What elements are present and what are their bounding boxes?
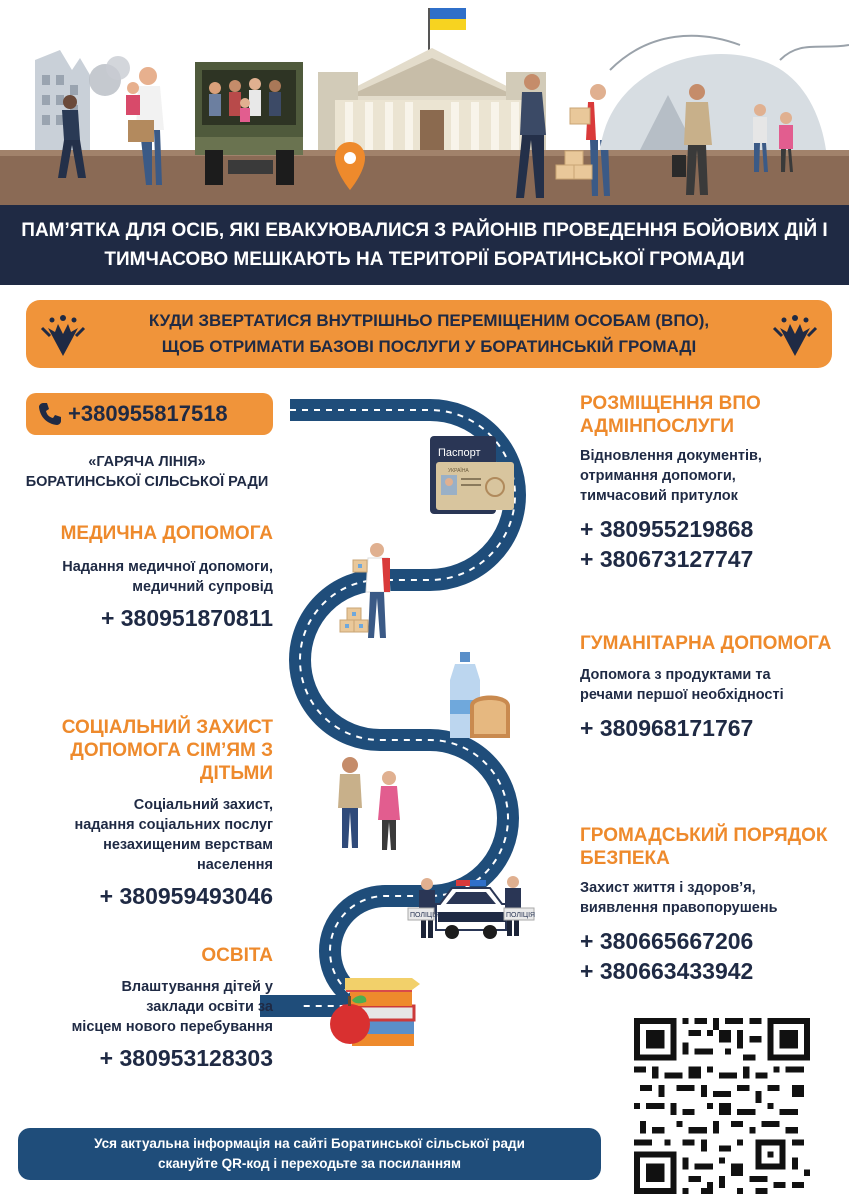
education-title: ОСВІТА xyxy=(201,945,273,966)
education-desc-1: Влаштування дітей у xyxy=(121,979,273,995)
accommodation-phone-1[interactable]: + 380955219868 xyxy=(580,516,754,542)
education-phone[interactable]: + 380953128303 xyxy=(99,1045,273,1071)
section-medical xyxy=(10,522,273,633)
evacuation-truck xyxy=(195,62,303,185)
police-sign-left: ПОЛІЦІЯ xyxy=(410,912,440,919)
accommodation-phone-2[interactable]: + 380673127747 xyxy=(580,546,754,572)
police-illustration xyxy=(408,876,535,939)
social-title-1: СОЦІАЛЬНИЙ ЗАХИСТ xyxy=(61,717,273,738)
footer-banner xyxy=(18,1128,601,1180)
banner-line-2: ЩОБ ОТРИМАТИ БАЗОВІ ПОСЛУГИ У БОРАТИНСЬКІЙ ГРОМАДІ xyxy=(161,337,697,356)
passport-country: УКРАЇНА xyxy=(448,468,469,474)
order-title-2: БЕЗПЕКА xyxy=(580,848,670,869)
hotline-label xyxy=(12,452,282,492)
social-title-2: ДОПОМОГА СІМ’ЯМ З ДІТЬМИ xyxy=(70,740,273,784)
title-line-2: ТИМЧАСОВО МЕШКАЮТЬ НА ТЕРИТОРІЇ БОРАТИНСЬКОЇ ГРОМАДИ xyxy=(104,249,745,270)
qr-code-icon[interactable] xyxy=(634,1018,810,1194)
medical-title: МЕДИЧНА ДОПОМОГА xyxy=(60,523,273,544)
family-illustration xyxy=(338,757,400,850)
social-desc-4: населення xyxy=(196,857,273,873)
police-sign-right: ПОЛІЦІЯ xyxy=(506,912,536,919)
subtitle-banner xyxy=(26,300,832,368)
social-phone[interactable]: + 380959493046 xyxy=(99,883,273,909)
hero-illustration xyxy=(0,0,849,205)
social-desc-2: надання соціальних послуг xyxy=(74,817,273,833)
humanitarian-phone[interactable]: + 380968171767 xyxy=(580,715,754,741)
humanitarian-desc-1: Допомога з продуктами та xyxy=(580,667,771,683)
order-phone-1[interactable]: + 380665667206 xyxy=(580,928,754,954)
passport-label: Паспорт xyxy=(438,447,481,459)
accommodation-title-2: АДМІНПОСЛУГИ xyxy=(580,416,735,437)
accommodation-desc-3: тимчасовий притулок xyxy=(580,488,738,504)
medical-phone[interactable]: + 380951870811 xyxy=(100,605,273,631)
hotline-label-line-1: «ГАРЯЧА ЛІНІЯ» xyxy=(88,454,206,470)
accommodation-desc-1: Відновлення документів, xyxy=(580,448,762,464)
hotline-label-line-2: БОРАТИНСЬКОЇ СІЛЬСЬКОЇ РАДИ xyxy=(25,474,269,490)
medical-desc-2: медичний супровід xyxy=(132,579,273,595)
section-public-order xyxy=(580,824,844,986)
humanitarian-desc-2: речами першої необхідності xyxy=(580,687,784,703)
hotline-pill[interactable] xyxy=(26,393,273,435)
order-phone-2[interactable]: + 380663433942 xyxy=(580,958,754,984)
section-humanitarian xyxy=(580,632,844,743)
education-desc-3: місцем нового перебування xyxy=(71,1019,273,1035)
order-desc-2: виявлення правопорушень xyxy=(580,900,778,916)
accommodation-title-1: РОЗМІЩЕННЯ ВПО xyxy=(580,393,761,414)
trident-emblem-icon xyxy=(38,310,88,360)
phone-icon xyxy=(36,400,64,428)
section-accommodation xyxy=(580,392,840,574)
banner-line-1: КУДИ ЗВЕРТАТИСЯ ВНУТРІШНЬО ПЕРЕМІЩЕНИМ ОСОБАМ (ВПО), xyxy=(148,311,710,330)
section-education xyxy=(10,944,273,1073)
footer-line-2: скануйте QR-код і переходьте за посиланням xyxy=(158,1156,461,1171)
title-bar xyxy=(0,205,849,285)
social-desc-1: Соціальний захист, xyxy=(133,797,273,813)
order-title-1: ГРОМАДСЬКИЙ ПОРЯДОК xyxy=(580,825,828,846)
bottle-and-bread-icon xyxy=(450,652,510,738)
order-desc-1: Захист життя і здоров’я, xyxy=(580,880,756,896)
trident-emblem-icon xyxy=(770,310,820,360)
accommodation-desc-2: отримання допомоги, xyxy=(580,468,736,484)
medical-desc-1: Надання медичної допомоги, xyxy=(62,559,273,575)
footer-line-1: Уся актуальна інформація на сайті Боратинської сільської ради xyxy=(94,1136,525,1151)
section-social xyxy=(10,716,273,911)
education-desc-2: заклади освіти за xyxy=(146,999,273,1015)
title-line-1: ПАМ’ЯТКА ДЛЯ ОСІБ, ЯКІ ЕВАКУЮВАЛИСЯ З РАЙОНІВ ПРОВЕДЕННЯ БОЙОВИХ ДІЙ І xyxy=(21,220,828,241)
humanitarian-title: ГУМАНІТАРНА ДОПОМОГА xyxy=(580,633,832,654)
hotline-number[interactable]: +380955817518 xyxy=(68,401,228,426)
social-desc-3: незахищеним верствам xyxy=(103,837,273,853)
